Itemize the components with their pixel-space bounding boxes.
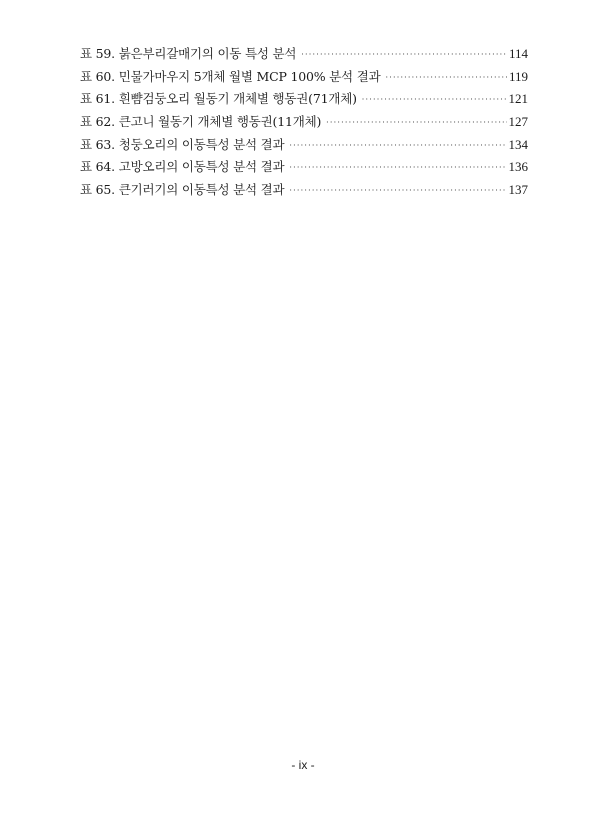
dot-leader [301,44,507,67]
toc-entry-title: 표 60. 민물가마우지 5개체 월별 MCP 100% 분석 결과 [80,68,381,84]
dot-leader [289,180,506,203]
toc-entry-page: 136 [508,159,528,175]
toc-entry[interactable] [80,156,528,179]
toc-entry-title: 표 64. 고방오리의 이동특성 분석 결과 [80,159,285,175]
dot-leader [326,112,506,135]
toc-entry[interactable] [80,111,528,134]
toc-entry-title: 표 65. 큰기러기의 이동특성 분석 결과 [80,182,285,198]
toc-entry-page: 134 [508,136,528,152]
dot-leader [385,67,507,90]
toc-entry-title: 표 59. 붉은부리갈매기의 이동 특성 분석 [80,46,297,61]
toc-entry-page: 114 [508,46,528,61]
toc-entry[interactable] [80,43,528,66]
toc-entry[interactable] [80,179,528,202]
toc-entry[interactable] [80,66,528,89]
toc-entry-title: 표 62. 큰고니 월동기 개체별 행동권(11개체) [80,114,322,130]
toc-entry-page: 137 [508,182,528,198]
toc-entry-page: 121 [508,91,528,107]
toc-entry-page: 127 [508,114,528,130]
toc-entry-title: 표 63. 청둥오리의 이동특성 분석 결과 [80,136,285,152]
table-list [80,43,528,202]
dot-leader [289,157,506,180]
toc-entry[interactable] [80,88,528,111]
dot-leader [362,89,507,112]
toc-entry-page: 119 [508,68,528,84]
page-number: - ix - [291,758,315,772]
toc-entry-title: 표 61. 흰뺨검둥오리 월동기 개체별 행동권(71개체) [80,91,357,107]
dot-leader [289,135,506,158]
toc-entry[interactable] [80,134,528,157]
